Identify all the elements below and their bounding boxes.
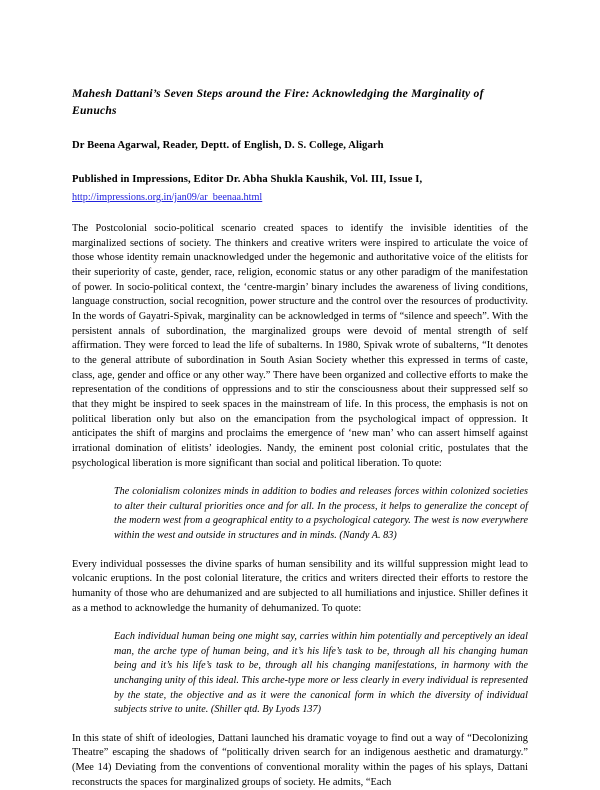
page-title: Mahesh Dattani’s Seven Steps around the Fire: Acknowledging the Marginality of Eunuchs	[72, 87, 484, 117]
author-affiliation-line: Dr Beena Agarwal, Reader, Deptt. of English, D. S. College, Aligarh	[72, 140, 384, 151]
publication-line: Published in Impressions, Editor Dr. Abha Shukla Kaushik, Vol. III, Issue I,	[72, 174, 423, 185]
paragraph-dattani: In this state of shift of ideologies, Dattani launched his dramatic voyage to find out a way of “Decolonizing Theatre” escaping the shadows of “politically driven search for an indigenous aesthetic and dramaturgy.” (Mee 14) Deviating from the conventions of conventional morality within the pages of his splays, Dattani reconstructs the spaces for marginalized groups of society. He admits, “Each	[72, 732, 528, 788]
blockquote-nandy: The colonialism colonizes minds in addition to bodies and releases forces within colonized societies to alter their cultural priorities once and for all. In the process, it helps to generalize the concept of the modern west from a geographical entity to a psychological category. The west is now everywhere within the west and outside in structures and in minds. (Nandy A. 83)	[114, 486, 528, 541]
blockquote-shiller: Each individual human being one might say, carries within him potentially and perceptively an ideal man, the arche type of human being, and it’s his life’s task to be, through all his changing human being and it’s his life’s task to be, through all his changing manifestations, in harmony with the unchanging unity of this ideal. This arche-type more or less clearly in every individual is represented by the state, the objective and as it were the canonical form in which the diversity of individual subjects strive to unite. (Shiller qtd. By Lyods 137)	[114, 631, 528, 716]
publication-info	[72, 172, 528, 205]
paragraph-intro: The Postcolonial socio-political scenario created spaces to identify the invisible identities of the marginalized sections of society. The thinkers and creative writers were inspired to articulate the voice of those whose identity remain unacknowledged under the hegemonic and authoritative voice of the elitists for their superiority of caste, gender, race, religion, economic status or any other paradigm of the manifestation of power. In socio-political context, the ‘centre-margin’ binary includes the awareness of living conditions, language construction, social recognition, power structure and the control over the resources of productivity. In the words of Gayatri-Spivak, marginality can be acknowledged in terms of “silence and speech”. With the persistent annals of subordination, the marginalized groups were devoid of mental strength of self affirmation. They were forced to lead the life of subalterns. In 1980, Spivak wrote of subalterns, “It denotes to the general attribute of subordination in South Asian Society whether this expressed in terms of caste, class, age, gender and office or any other way.” There have been organized and collective efforts to make the representation of the conditions of oppressions and to stir the consciousness about their suppressed self so that they might be inspired to seek spaces in the mainstream of life. In this process, the emphasis is not on political liberation only but also on the emancipation from the psychological impact of oppression. It anticipates the shift of margins and proclaims the emergence of ‘new man’ who can assert himself against irrational domination of elitists’ ideologies. Nandy, the eminent post colonial critic, postulates that the psychological liberation is more significant than social and political liberation. To quote:	[72, 223, 528, 469]
paragraph-humanity: Every individual possesses the divine sparks of human sensibility and its willful suppression might lead to volcanic eruptions. In the post colonial literature, the critics and writers directed their efforts to restore the humanity of those who are dehumanized and are subjected to all humiliations and injustice. Shiller defines it as a method to acknowledge the humanity of dehumanized. To quote:	[72, 558, 528, 614]
publication-url-link[interactable]: http://impressions.org.in/jan09/ar_beenaa.html	[72, 192, 263, 203]
